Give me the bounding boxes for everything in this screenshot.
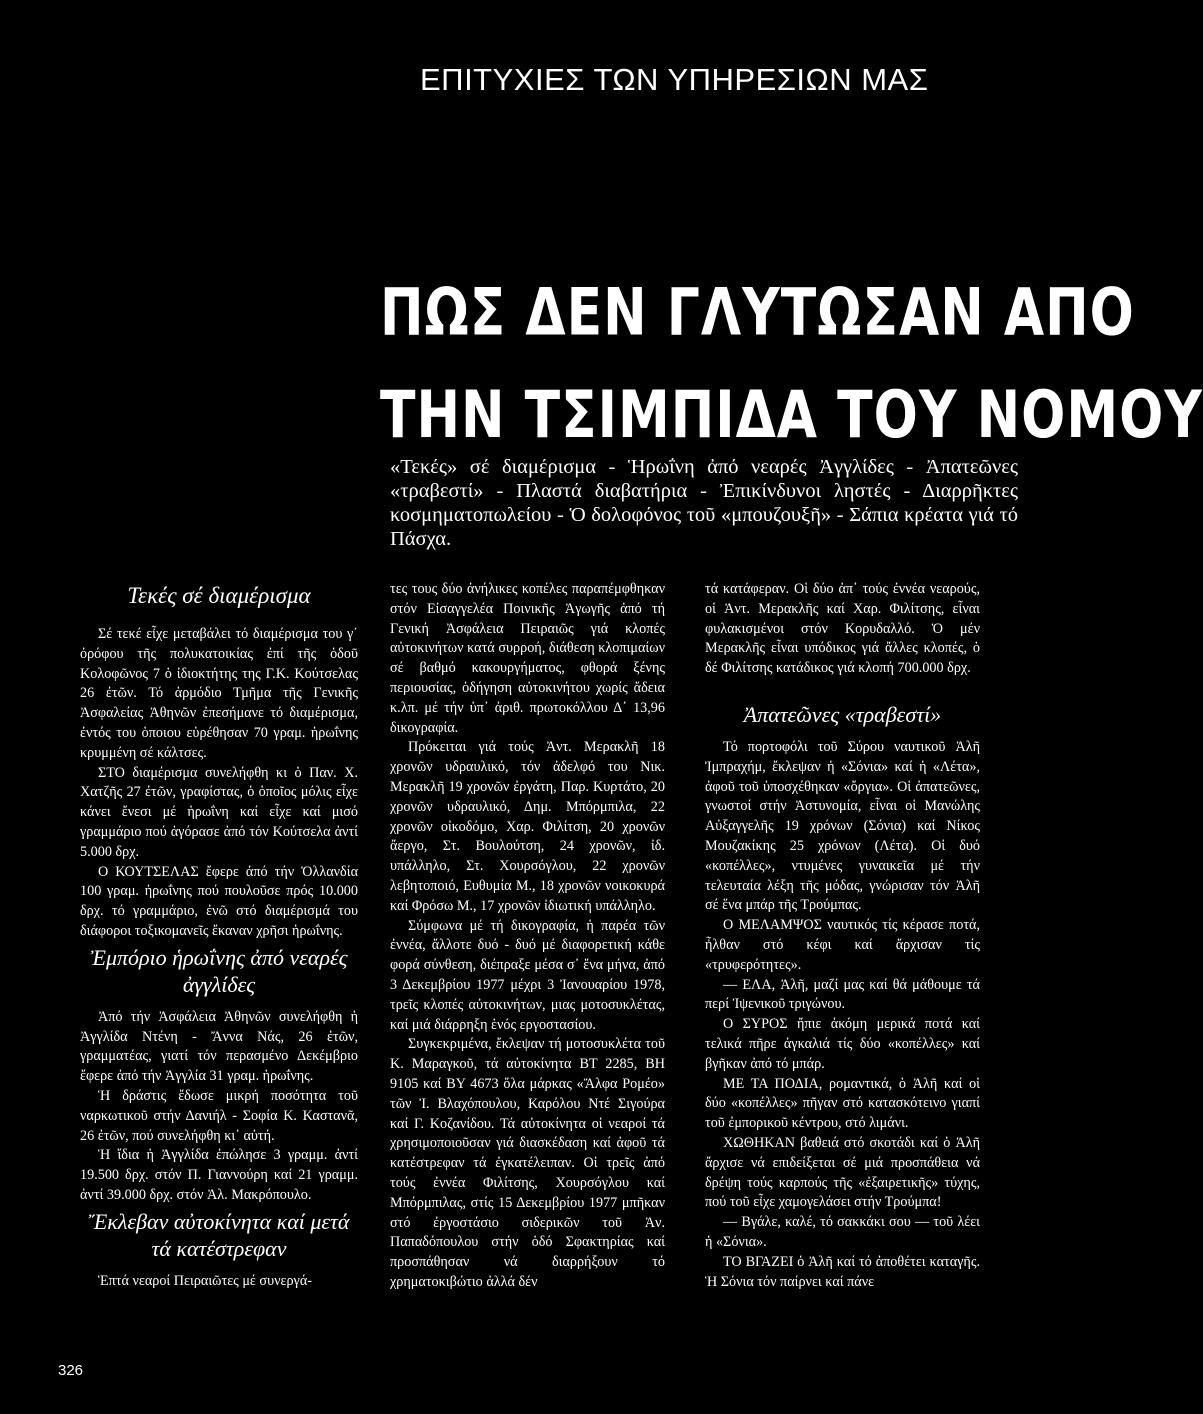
column-3	[705, 580, 980, 1292]
paragraph: ΧΩΘΗΚΑΝ βαθειά στό σκοτάδι καί ὁ Ἀλῆ ἄρχισε νά επιδείξεται σέ μιά προσπάθεια νά δρέψη τούς καρπούς τῆς «ἐξαιρετικῆς» τύχης, πού τοῦ εἶχε χαμογελάσει στήν Τρούμπα!	[705, 1134, 980, 1211]
paragraph: Ο ΜΕΛΑΜΨΟΣ ναυτικός τίς κέρασε ποτά, ἦλθαν στό κέφι καί ἄρχισαν τίς «τρυφερότητες».	[705, 917, 980, 973]
paragraph: Πρόκειται γιά τούς Ἀντ. Μερακλῆ 18 χρονῶν υδραυλικό, τόν ἀδελφό του Νικ. Μερακλῆ 19 χρονῶν ἐργάτη, Παρ. Κυρτάτο, 20 χρονῶν υδραυλικό, Δημ. Μπόρμπιλα, 22 χρονῶν οἰκοδόμο, Χαρ. Φιλίτση, 20 χρονῶν ἄεργο, Στ. Βουλούτση, 24 χρονῶν, ἰδ. υπάλληλο, Στ. Χουρσόγλου, 22 χρονῶν λεβητοποιό, Ευθυμία Μ., 18 χρονῶν νοικοκυρά καί Φρόσω Μ., 17 χρονῶν ἰδιωτική υπάλληλο.	[390, 739, 665, 914]
paragraph: Ἀπό τήν Ἀσφάλεια Ἀθηνῶν συνελήφθη ἡ Ἀγγλίδα Ντένη - Ἄννα Νάς, 26 ἐτῶν, γραμματέας, γιατί τόν περασμένο Δεκέμβριο ἔφερε ἀπό τήν Ἀγγλία 31 γραμ. ἡρωΐνης.	[80, 1008, 358, 1085]
paragraph: Σύμφωνα μέ τή δικογραφία, ἡ παρέα τῶν ἐννέα, ἄλλοτε δυό - δυό μέ διαφορετική κάθε φορά σύνθεση, διέπραξε μέσα σ᾿ ἕνα μήνα, ἀπό 3 Δεκεμβρίου 1977 μέχρι 3 Ἰανουαρίου 1978, τρεῖς κλοπές αὐτοκινήτων, μιας μοτοσυκλέτας, καί μιά διάρρηξη ἑνός εργοστασίου.	[390, 917, 665, 1033]
subtitle: «Τεκές» σέ διαμέρισμα - Ἡρωΐνη ἀπό νεαρές Ἀγγλίδες - Ἀπατεῶνες «τραβεστί» - Πλαστά διαβατήρια - Ἐπικίνδυνοι ληστές - Διαρρῆκτες κοσμηματοπωλείου - Ὁ δολοφόνος τοῦ «μπουζουξῆ» - Σάπια κρέατα γιά τό Πάσχα.	[390, 456, 1018, 550]
paragraph: Τό πορτοφόλι τοῦ Σύρου ναυτικοῦ Ἀλῆ Ἰμπραχήμ, ἔκλεψαν ἡ «Σόνια» καί ἡ «Λέτα», ἀφοῦ τοῦ ὑποσχέθηκαν «ὄργια». Οἱ ἀπατεῶνες, γνωστοί στήν Ἀστυνομία, εἶναι οἱ Μανώλης Αὐξαγγελῆς 19 χρόνων (Σόνια) καί Νίκος Μουζακίκης 25 χρόνων (Λέτα). Οἱ δυό «κοπέλλες», ντυμένες γυναικεῖα μέ τήν τελευταία λέξη τῆς μόδας, γνώρισαν τόν Ἀλῆ σέ ἕνα μπάρ τῆς Τρούμπας.	[705, 738, 980, 914]
column-2	[390, 580, 665, 1293]
paragraph: τά κατάφεραν. Οἱ δύο ἀπ᾿ τούς ἐννέα νεαρούς, οἱ Ἀντ. Μερακλῆς καί Χαρ. Φιλίτσης, εἶναι φυλακισμένοι στόν Κορυδαλλό. Ὁ μέν Μερακλῆς εἶναι υπόδικος γιά ἄλλες κλοπές, ὁ δέ Φιλίτσης κατάδικος γιά κλοπή 700.000 δρχ.	[705, 581, 980, 677]
headline-line-1: ΠΩΣ ΔΕΝ ΓΛΥΤΩΣΑΝ ΑΠΟ	[380, 275, 1135, 351]
paragraph: Ἡ ἴδια ἡ Ἀγγλίδα ἐπώλησε 3 γραμμ. ἀντί 19.500 δρχ. στόν Π. Γιαννούρη καί 21 γραμμ. ἀντί 39.000 δρχ. στόν Ἀλ. Μακρόπουλο.	[80, 1147, 358, 1203]
paragraph: Ἑπτά νεαροί Πειραιῶτες μέ συνεργά-	[98, 1272, 312, 1289]
headline	[380, 262, 1203, 467]
heading-car-thefts: Ἔκλεβαν αὐτοκίνητα καί μετά τά κατέστρεφαν	[88, 1208, 350, 1261]
page-number: 326	[58, 1362, 84, 1379]
paragraph: ΤΟ ΒΓΑΖΕΙ ὁ Ἀλῆ καί τό ἀποθέτει καταγῆς. Ἡ Σόνια τόν παίρνει καί πάνε	[705, 1253, 980, 1290]
heading-transvestites: Ἀπατεῶνες «τραβεστί»	[743, 701, 942, 727]
section-header: ΕΠΙΤΥΧΙΕΣ ΤΩΝ ΥΠΗΡΕΣΙΩΝ ΜΑΣ	[420, 62, 929, 97]
paragraph: — ΕΛΑ, Ἀλῆ, μαζί μας καί θά μάθουμε τά περί Ἰψενικοῦ τριγώνου.	[705, 976, 980, 1013]
headline-line-2: ΤΗΝ ΤΣΙΜΠΙΔΑ ΤΟΥ ΝΟΜΟΥ	[380, 378, 1203, 454]
paragraph: — Βγάλε, καλέ, τό σακκάκι σου — τοῦ λέει ἡ «Σόνια».	[705, 1214, 980, 1250]
paragraph: ΜΕ ΤΑ ΠΟΔΙΑ, ρομαντικά, ὁ Ἀλῆ καί οἱ δύο «κοπέλλες» πῆγαν στό κατασκότεινο γιαπί τοῦ ἐμπορικοῦ κέντρου, στό λιμάνι.	[705, 1075, 980, 1132]
paragraph: Συγκεκριμένα, ἔκλεψαν τή μοτοσυκλέτα τοῦ Κ. Μαραγκοῦ, τά αὐτοκίνητα ΒΤ 2285, ΒΗ 9105 καί ΒΥ 4673 ὅλα μάρκας «Ἄλφα Ρομέο» τῶν Ἰ. Βλαχόπουλου, Καρόλου Ντέ Σιγούρα καί Γ. Κοζανίδου. Τά αὐτοκίνητα οἱ νεαροί τά χρησιμοποιοῦσαν γιά διασκέδαση καί ἀφοῦ τά κατέστρεφαν τά ἐγκατέλειπαν. Οἱ τρεῖς ἀπό τούς ἐννέα Φιλίτσης, Χουρσόγλου καί Μπόρμπιλας, στίς 15 Δεκεμβρίου 1977 μπῆκαν στό ἐργοστάσιο σιδερικῶν τοῦ Ἀν. Παπαδόπουλου στήν ὁδό Σφακτηρίας καί προσπάθησαν νά διαρρήξουν τό χρηματοκιβώτιο ἀλλά δέν	[390, 1036, 665, 1290]
paragraph: Ο ΣΥΡΟΣ ἤπιε ἀκόμη μερικά ποτά καί τελικά πῆρε ἀγκαλιά τίς δύο «κοπέλλες» καί βγῆκαν ἀπό τό μπάρ.	[705, 1016, 980, 1072]
paragraph: Ο ΚΟΥΤΣΕΛΑΣ ἔφερε ἀπό τήν Ὁλλανδία 100 γραμ. ἡρωΐνης πού πουλοῦσε πρός 10.000 δρχ. τό γραμμάριο, ἐνῶ στό διαμέρισμά του διάφοροι τοξικομανεῖς ἔκαναν χρῆσι ἡρωΐνης.	[80, 863, 358, 939]
paragraph: Ἡ δράστις ἔδωσε μικρή ποσότητα τοῦ ναρκωτικοῦ στήν Δανιήλ - Σοφία Κ. Καστανᾶ, 26 ἐτῶν, πού συνελήφθη κι᾿ αὐτή.	[80, 1087, 358, 1144]
paragraph: τες τους δύο ἀνήλικες κοπέλες παραπέμφθηκαν στόν Εἰσαγγελέα Ποινικῆς Ἀγωγῆς ἀπό τή Γενική Ἀσφάλεια Πειραιῶς γιά κλοπές αὐτοκινήτων κατά συρροή, διάθεση κλοπιμαίων σέ βαθμό κακουργήματος, φθορά ξένης περιουσίας, ὁδήγηση αὐτοκινήτου χωρίς ἄδεια κ.λπ. μέ τήν ὑπ᾿ ἀριθ. πρωτοκόλλου Δ᾿ 13,96 δικογραφία.	[390, 581, 665, 736]
paragraph: ΣΤΟ διαμέρισμα συνελήφθη κι ὁ Παν. Χ. Χατζῆς 27 ἐτῶν, γραφίστας, ὁ ὁποῖος μόλις εἶχε κάνει ἔνεσι μέ ἡρωΐνη καί εἶχε καί μισό γραμμάριο πού ἀγόρασε ἀπό τόν Κούτσελα ἀντί 5.000 δρχ.	[80, 764, 358, 860]
paragraph: Σέ τεκέ εἶχε μεταβάλει τό διαμέρισμα του γ΄ ὀρόφου τῆς πολυκατοικίας ἐπί τῆς ὁδοῦ Κολοφῶνος 7 ὁ ἰδιοκτήτης της Γ.Κ. Κούτσελας 26 ἐτῶν. Τό ἁρμόδιο Τμῆμα τῆς Γενικῆς Ἀσφαλείας Ἀθηνῶν ἐπεσήμανε τό διαμέρισμα, ἐντός του ὁποιου εὑρέθησαν 70 γραμ. ἡρωΐνης κρυμμένη σέ κάλτσες.	[80, 626, 358, 761]
column-1	[80, 580, 358, 1292]
heading-heroin-trade: Ἐμπόριο ἡρωΐνης ἀπό νεαρές ἀγγλίδες	[90, 944, 348, 997]
heading-tekes: Τεκές σέ διαμέρισμα	[127, 583, 311, 608]
